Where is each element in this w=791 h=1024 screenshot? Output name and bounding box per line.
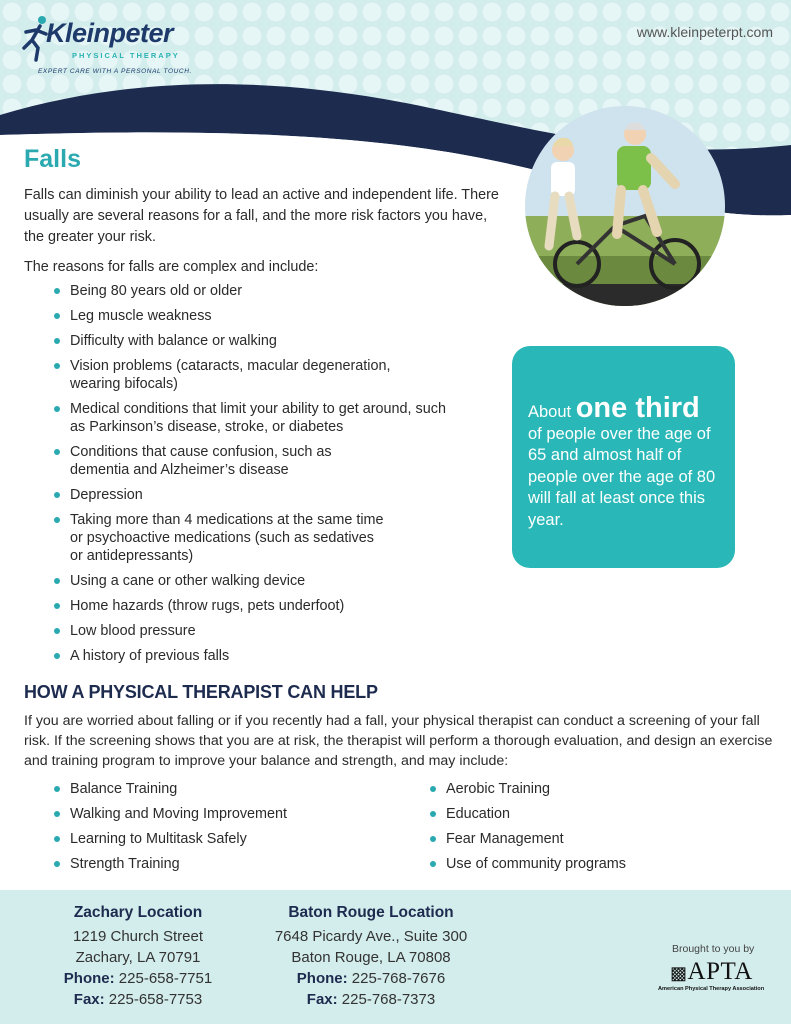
page-title: Falls <box>24 145 81 173</box>
list-item: Education <box>430 805 626 830</box>
location-street: 1219 Church Street <box>72 928 204 945</box>
list-item: A history of previous falls <box>0 647 400 665</box>
program-list-left <box>54 780 287 880</box>
apta-logo-text: APTA <box>687 958 753 985</box>
callout-highlight: one third <box>575 392 700 424</box>
location-name: Zachary Location <box>73 904 203 921</box>
location-name: Baton Rouge Location <box>288 904 454 921</box>
brand-subtitle: PHYSICAL THERAPY <box>72 51 180 60</box>
program-list-right <box>430 780 626 880</box>
list-item: Conditions that cause confusion, such as dementia and Alzheimer’s disease <box>0 443 365 479</box>
list-item: Walking and Moving Improvement <box>54 805 287 830</box>
fax-label: Fax: <box>306 991 338 1008</box>
fax-number: 225-658-7753 <box>104 991 203 1008</box>
reasons-list <box>0 282 470 672</box>
apta-subtitle: American Physical Therapy Association <box>658 986 765 992</box>
apta-logo <box>670 958 753 986</box>
list-item: Low blood pressure <box>0 622 400 640</box>
location-city: Baton Rouge, LA 70808 <box>291 949 451 966</box>
list-item: Aerobic Training <box>430 780 626 805</box>
list-item: Using a cane or other walking device <box>0 572 400 590</box>
apta-credit: Brought to you by <box>672 943 755 955</box>
help-heading: HOW A PHYSICAL THERAPIST CAN HELP <box>24 682 378 702</box>
location-baton-rouge <box>258 902 484 1010</box>
website-link[interactable]: www.kleinpeterpt.com <box>636 24 773 40</box>
reasons-lead: The reasons for falls are complex and include: <box>24 259 319 275</box>
cyclists-photo <box>525 106 725 306</box>
list-item: Difficulty with balance or walking <box>0 332 400 350</box>
location-city: Zachary, LA 70791 <box>75 949 201 966</box>
callout-rest: of people over the age of 65 and almost half of people over the age of 80 will fall at least once this year. <box>528 424 716 529</box>
callout-text <box>528 392 728 531</box>
help-paragraph: If you are worried about falling or if you recently had a fall, your physical therapist can conduct a screening of your fall risk. If the screening shows that you are at risk, the therapist will perform a thorough evaluation, and design an exercise and training program to improve your balance and strength, and may include: <box>24 713 773 769</box>
list-item: Taking more than 4 medications at the same time or psychoactive medications (such as sedatives or antidepressants) <box>0 511 388 565</box>
list-item: Medical conditions that limit your ability to get around, such as Parkinson’s disease, stroke, or diabetes <box>0 400 455 436</box>
list-item: Fear Management <box>430 830 626 855</box>
list-item: Learning to Multitask Safely <box>54 830 287 855</box>
brand-tagline: EXPERT CARE WITH A PERSONAL TOUCH. <box>38 68 192 75</box>
location-street: 7648 Picardy Ave., Suite 300 <box>274 928 468 945</box>
phone-label: Phone: <box>63 970 115 987</box>
list-item: Balance Training <box>54 780 287 805</box>
list-item: Vision problems (cataracts, macular degeneration, wearing bifocals) <box>0 357 420 393</box>
phone-number[interactable]: 225-658-7751 <box>114 970 213 987</box>
statistic-callout <box>512 346 735 568</box>
brand-name: Kleinpeter <box>46 18 174 48</box>
fax-label: Fax: <box>73 991 105 1008</box>
list-item: Use of community programs <box>430 855 626 880</box>
list-item: Home hazards (throw rugs, pets underfoot) <box>0 597 400 615</box>
phone-label: Phone: <box>296 970 348 987</box>
callout-pre: About <box>528 403 576 421</box>
list-item: Being 80 years old or older <box>0 282 400 300</box>
fax-number: 225-768-7373 <box>337 991 436 1008</box>
apta-seal-icon: ▩ <box>670 963 688 983</box>
phone-number[interactable]: 225-768-7676 <box>347 970 446 987</box>
location-zachary <box>48 902 228 1010</box>
list-item: Strength Training <box>54 855 287 880</box>
list-item: Depression <box>0 486 400 504</box>
intro-paragraph: Falls can diminish your ability to lead an active and independent life. There usually are several reasons for a fall, and the more risk factors you have, the greater your risk. <box>24 187 499 245</box>
list-item: Leg muscle weakness <box>0 307 400 325</box>
